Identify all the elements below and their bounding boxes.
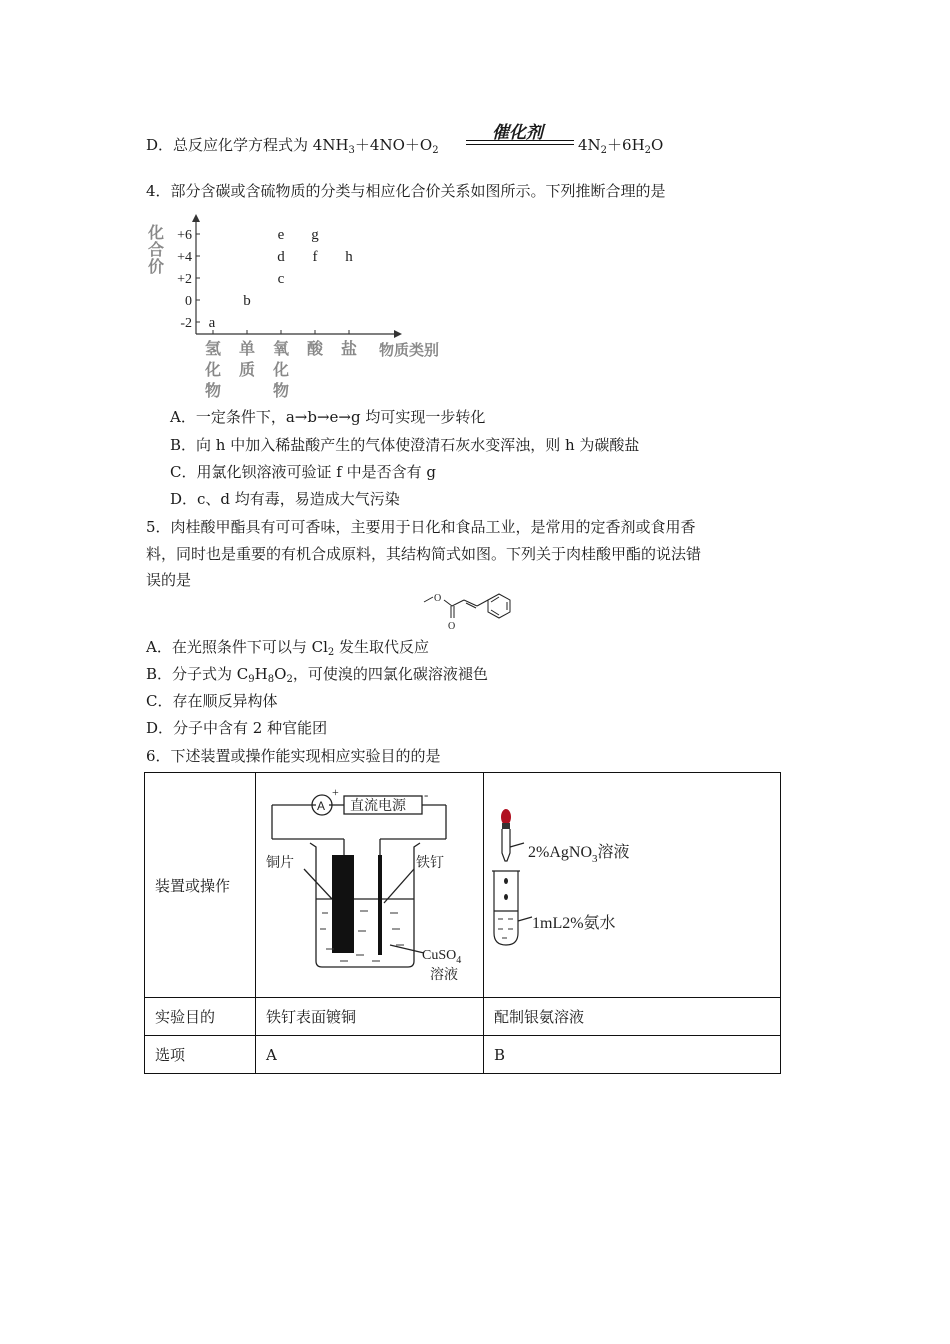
dropper-bulb bbox=[501, 809, 511, 825]
point-a: a bbox=[208, 315, 216, 331]
q6-option-a: A bbox=[256, 1036, 484, 1074]
q5-option-a: A．在光照条件下可以与 $Cl_2$ 发生取代反应 bbox=[146, 638, 430, 658]
q6-option-b: B bbox=[484, 1036, 781, 1074]
point-b: b bbox=[243, 293, 251, 309]
x-category-label-char: 氧 bbox=[272, 339, 290, 358]
x-category-label-char: 酸 bbox=[306, 339, 324, 358]
point-e: e bbox=[277, 227, 285, 243]
x-axis-arrow bbox=[394, 330, 402, 338]
q3-option-d: D．总反应化学方程式为 $4NH_3+4NO+O_2$ bbox=[146, 136, 439, 156]
point-h: h bbox=[345, 249, 353, 265]
x-category-label-char: 质 bbox=[238, 360, 256, 379]
q5-stem-line-2: 料，同时也是重要的有机合成原料，其结构简式如图。下列关于肉桂酸甲酯的说法错 bbox=[146, 545, 702, 563]
point-f: f bbox=[312, 249, 318, 265]
q6-row-label-option: 选项 bbox=[145, 1036, 256, 1074]
cuso4-label: CuSO$_4$ bbox=[422, 948, 462, 966]
q6-row-label-purpose: 实验目的 bbox=[145, 998, 256, 1036]
q4-option-b: B．向 h 中加入稀盐酸产生的气体使澄清石灰水变浑浊，则 h 为碳酸盐 bbox=[170, 436, 640, 454]
ether-oxygen-label: O bbox=[434, 593, 442, 604]
q5-option-d: D．分子中含有 2 种官能团 bbox=[146, 719, 328, 737]
q5-option-c: C．存在顺反异构体 bbox=[146, 692, 278, 710]
point-d: d bbox=[277, 249, 285, 265]
q6-purpose-a: 铁钉表面镀铜 bbox=[256, 998, 484, 1036]
x-category-label-char: 物 bbox=[272, 381, 290, 400]
minus-terminal: - bbox=[424, 787, 429, 802]
q5-option-b: B．分子式为 $C_9H_8O_2$，可使溴的四氯化碳溶液褪色 bbox=[146, 665, 488, 685]
q4-option-d: D．c、d 均有毒，易造成大气污染 bbox=[170, 490, 400, 508]
q5-stem-line-1: 5．肉桂酸甲酯具有可可香味，主要用于日化和食品工业，是常用的定香剂或食用香 bbox=[146, 518, 696, 536]
q6-table bbox=[144, 772, 781, 1074]
catalyst-label: 催化剂 bbox=[492, 123, 543, 143]
reaction-equals-bottom bbox=[466, 144, 574, 145]
q3-products: $4N_2+6H_2O$ bbox=[578, 136, 664, 156]
q5-stem-line-3: 误的是 bbox=[146, 571, 192, 589]
point-c: c bbox=[277, 271, 285, 287]
y-axis-label-char: 化 bbox=[148, 223, 165, 242]
y-tick-label: 0 bbox=[185, 294, 192, 309]
y-tick-label: -2 bbox=[180, 316, 192, 331]
y-tick-label: +2 bbox=[177, 272, 192, 287]
methyl-cinnamate-structure bbox=[420, 588, 530, 632]
x-category-label-char: 盐 bbox=[340, 339, 358, 358]
x-category-label-char: 单 bbox=[238, 339, 256, 358]
q6-cell-device-b bbox=[484, 773, 781, 998]
q6-cell-device-a bbox=[256, 773, 484, 998]
copper-plate-electrode bbox=[332, 855, 354, 953]
x-category-label-char: 氢 bbox=[204, 339, 222, 358]
y-axis-label-char: 价 bbox=[148, 257, 165, 276]
q6-purpose-b: 配制银氨溶液 bbox=[484, 998, 781, 1036]
x-axis-label: 物质类别 bbox=[379, 341, 440, 359]
reaction-equals-top bbox=[466, 140, 574, 141]
q3-option-d-text: D．总反应化学方程式为 4NH bbox=[146, 136, 349, 154]
q4-option-c: C．用氯化钡溶液可验证 f 中是否含有 g bbox=[170, 463, 436, 481]
copper-label: 铜片 bbox=[266, 855, 294, 871]
q4-option-a: A．一定条件下，a→b→e→g 均可实现一步转化 bbox=[170, 408, 486, 426]
y-axis-label-char: 合 bbox=[148, 240, 165, 259]
q4-stem: 4．部分含碳或含硫物质的分类与相应化合价关系如图所示。下列推断合理的是 bbox=[146, 182, 666, 200]
x-category-label-char: 化 bbox=[272, 360, 290, 379]
drop-2 bbox=[504, 894, 508, 900]
agno3-label: 2%AgNO$_3$溶液 bbox=[528, 842, 630, 865]
solution-label: 溶液 bbox=[430, 967, 458, 983]
y-tick-label: +4 bbox=[177, 250, 192, 265]
drop-1 bbox=[504, 878, 508, 884]
plus-terminal: + bbox=[332, 785, 339, 799]
ammonia-label: 1mL2%氨水 bbox=[532, 915, 616, 932]
q6-stem: 6．下述装置或操作能实现相应实验目的的是 bbox=[146, 747, 441, 765]
ammeter-label: A bbox=[317, 799, 326, 813]
nail-label: 铁钉 bbox=[416, 855, 444, 871]
dc-power-label: 直流电源 bbox=[350, 798, 406, 814]
carbonyl-oxygen-label: O bbox=[448, 621, 456, 632]
y-tick-label: +6 bbox=[177, 228, 192, 243]
x-category-label-char: 物 bbox=[204, 381, 222, 400]
electroplating-apparatus bbox=[256, 773, 483, 997]
y-axis-arrow bbox=[192, 214, 200, 222]
q4-valence-chart bbox=[140, 212, 440, 412]
iron-nail-electrode bbox=[378, 855, 382, 955]
x-category-label-char: 化 bbox=[204, 360, 222, 379]
q6-row-label-device: 装置或操作 bbox=[145, 773, 256, 998]
dropper-neck bbox=[502, 823, 510, 829]
point-g: g bbox=[311, 227, 319, 243]
silver-ammonia-apparatus bbox=[484, 773, 780, 997]
